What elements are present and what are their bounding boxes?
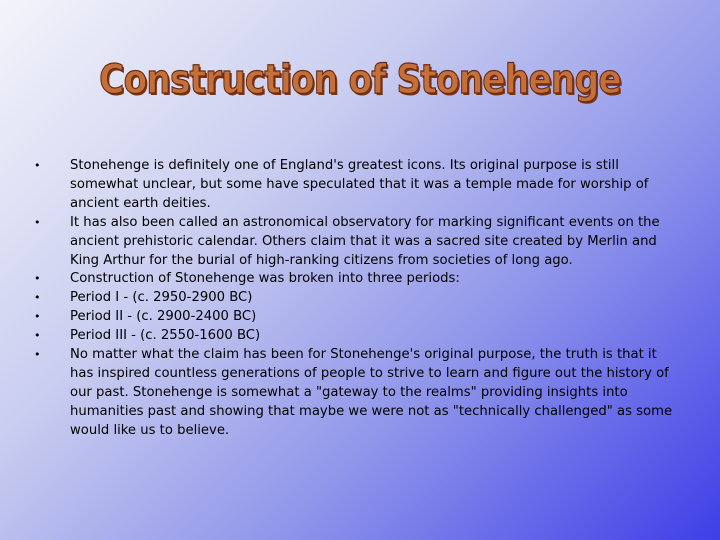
bullet-text: Construction of Stonehenge was broken into three periods:	[70, 271, 460, 287]
bullet-icon: •	[34, 215, 41, 229]
bullet-text: Stonehenge is definitely one of England's greatest icons. Its original purpose is still somewhat unclear, but some have speculated that it was a temple made for worship of ancient earth deities.	[70, 158, 649, 211]
bullet-item	[34, 327, 680, 346]
bullet-list	[34, 157, 680, 441]
bullet-item	[34, 214, 680, 271]
bullet-text: It has also been called an astronomical observatory for marking significant events on the ancient prehistoric calendar. Others claim that it was a sacred site created by Merlin and King Arthur for the burial of high-ranking citizens from societies of long ago.	[70, 214, 660, 268]
bullet-icon: •	[34, 329, 41, 343]
bullet-icon: •	[34, 348, 41, 362]
bullet-text: No matter what the claim has been for Stonehenge's original purpose, the truth is that it has inspired countless generations of people to strive to learn and figure out the history of our past. Stonehenge is somewhat a "gateway to the realms" providing insights into humanities past and showing that maybe we were not as "technically challenged" as some would like us to believe.	[70, 347, 673, 438]
bullet-icon: •	[34, 291, 41, 305]
bullet-icon: •	[34, 159, 41, 172]
bullet-icon: •	[34, 272, 41, 286]
bullet-item	[34, 289, 680, 308]
bullet-text: Period I - (c. 2950-2900 BC)	[70, 290, 253, 306]
bullet-item	[34, 270, 680, 289]
bullet-item	[34, 346, 680, 441]
bullet-item	[34, 308, 680, 327]
slide-title: Construction of Stonehenge	[99, 57, 621, 103]
bullet-text: Period II - (c. 2900-2400 BC)	[70, 309, 257, 325]
bullet-item	[34, 157, 680, 214]
bullet-icon: •	[34, 310, 41, 324]
bullet-text: Period III - (c. 2550-1600 BC)	[70, 328, 261, 344]
